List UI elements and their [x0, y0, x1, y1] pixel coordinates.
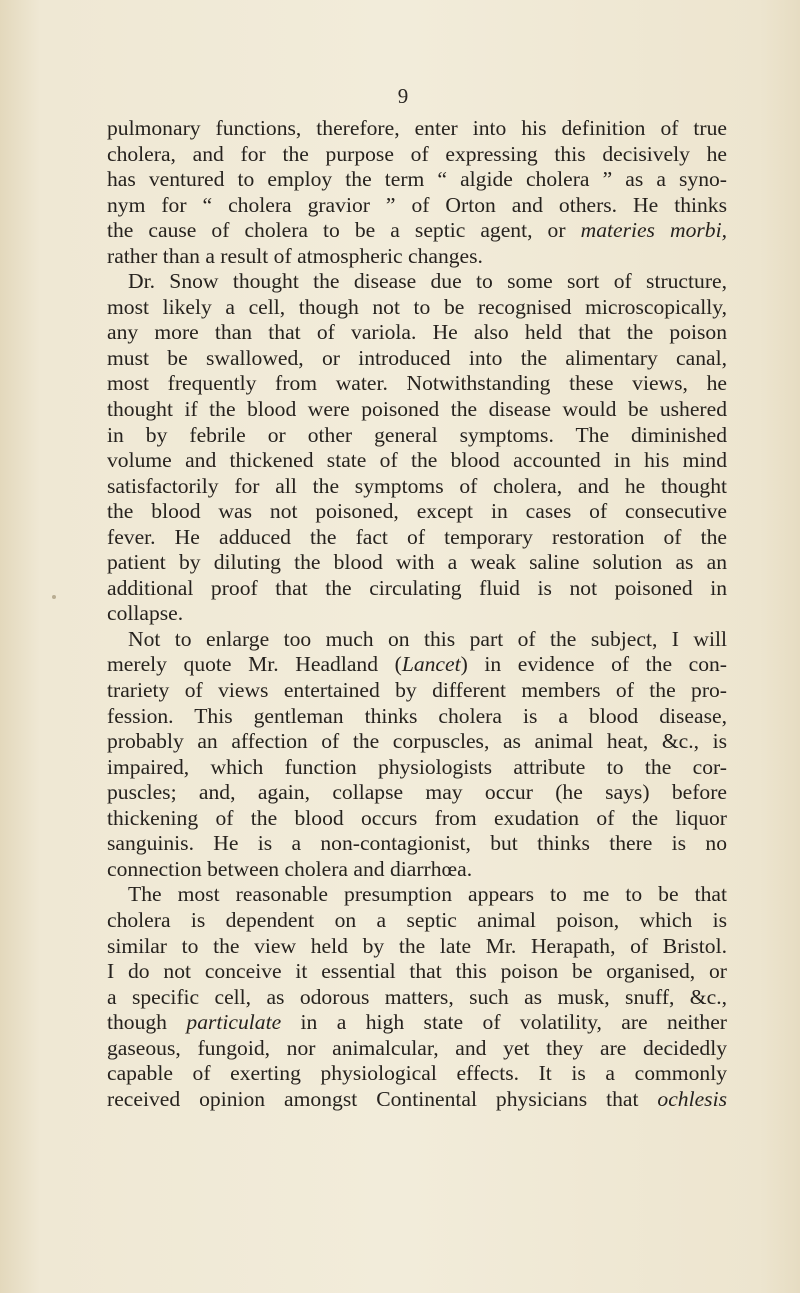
paragraph-1 — [107, 116, 727, 269]
text-line: similar to the view held by the late Mr. Herapath, of Bristol. — [107, 933, 727, 958]
italic-journal: Lancet — [401, 652, 461, 677]
paragraph-3 — [107, 627, 727, 882]
text-line: pulmonary functions, therefore, enter into his definition of true — [107, 116, 727, 140]
text-line: I do not conceive it essential that this poison be organised, or — [107, 959, 727, 984]
text-line: has ventured to employ the term “ algide cholera ” as a syno- — [107, 167, 727, 192]
text-run: received opinion amongst Continental physicians that — [107, 1086, 658, 1111]
text-line: a specific cell, as odorous matters, such as musk, snuff, &c., — [107, 984, 727, 1009]
text-line — [107, 652, 727, 678]
text-line: patient by diluting the blood with a weak saline solution as an — [107, 550, 727, 575]
text-run: ) in evidence of the con- — [460, 652, 727, 677]
text-line: connection between cholera and diarrhœa. — [107, 856, 473, 881]
text-line: capable of exerting physiological effects. It is a commonly — [107, 1061, 727, 1086]
text-line — [107, 882, 727, 908]
text-line: sanguinis. He is a non-contagionist, but thinks there is no — [107, 831, 727, 856]
text-line: nym for “ cholera gravior ” of Orton and others. He thinks — [107, 192, 727, 217]
text-line: collapse. — [107, 601, 184, 626]
text-line: gaseous, fungoid, nor animalcular, and yet they are decidedly — [107, 1035, 727, 1060]
text-run: the cause of cholera to be a septic agent, or — [107, 218, 581, 243]
italic-term: ochlesis — [657, 1086, 727, 1111]
text-run: The most reasonable presumption appears to me to be that — [128, 882, 727, 907]
text-line: most frequently from water. Notwithstanding these views, he — [107, 371, 727, 396]
page-number: 9 — [397, 84, 409, 108]
italic-term: particulate — [186, 1010, 282, 1035]
text-line: thought if the blood were poisoned the disease would be ushered — [107, 397, 727, 422]
text-line: fession. This gentleman thinks cholera is a blood disease, — [107, 703, 727, 728]
text-line — [107, 1087, 727, 1113]
text-line: most likely a cell, though not to be recognised microscopically, — [107, 294, 727, 319]
text-line: cholera is dependent on a septic animal poison, which is — [107, 907, 727, 932]
text-line: rather than a result of atmospheric changes. — [107, 243, 483, 268]
text-line: any more than that of variola. He also held that the poison — [107, 320, 727, 345]
paragraph-2 — [107, 269, 727, 627]
text-run: Not to enlarge too much on this part of the subject, I will — [128, 626, 727, 651]
text-line — [107, 1010, 727, 1036]
text-line: the blood was not poisoned, except in cases of consecutive — [107, 499, 727, 524]
body-text — [107, 116, 727, 1112]
text-run: merely quote Mr. Headland ( — [107, 652, 402, 677]
text-line: fever. He adduced the fact of temporary restoration of the — [107, 524, 727, 549]
text-line: cholera, and for the purpose of expressing this decisively he — [107, 141, 727, 166]
text-line: additional proof that the circulating fluid is not poisoned in — [107, 575, 727, 600]
italic-term: materies morbi, — [580, 218, 727, 243]
text-line — [107, 218, 727, 244]
text-line: in by febrile or other general symptoms. The diminished — [107, 422, 727, 447]
text-line — [107, 627, 727, 653]
text-run: Dr. Snow thought the disease due to some sort of structure, — [128, 269, 727, 294]
text-run: though — [107, 1010, 187, 1035]
text-line: volume and thickened state of the blood accounted in his mind — [107, 448, 727, 473]
text-line: satisfactorily for all the symptoms of cholera, and he thought — [107, 473, 727, 498]
text-line: impaired, which function physiologists attribute to the cor- — [107, 754, 727, 779]
text-line: puscles; and, again, collapse may occur (he says) before — [107, 780, 727, 805]
text-line: must be swallowed, or introduced into the alimentary canal, — [107, 345, 727, 370]
paragraph-4 — [107, 882, 727, 1112]
text-run: in a high state of volatility, are neither — [281, 1010, 727, 1035]
text-line: trariety of views entertained by different members of the pro- — [107, 678, 727, 703]
text-line — [107, 269, 727, 295]
text-line: probably an affection of the corpuscles, as animal heat, &c., is — [107, 729, 727, 754]
page-stain — [52, 595, 56, 599]
text-line: thickening of the blood occurs from exudation of the liquor — [107, 805, 727, 830]
